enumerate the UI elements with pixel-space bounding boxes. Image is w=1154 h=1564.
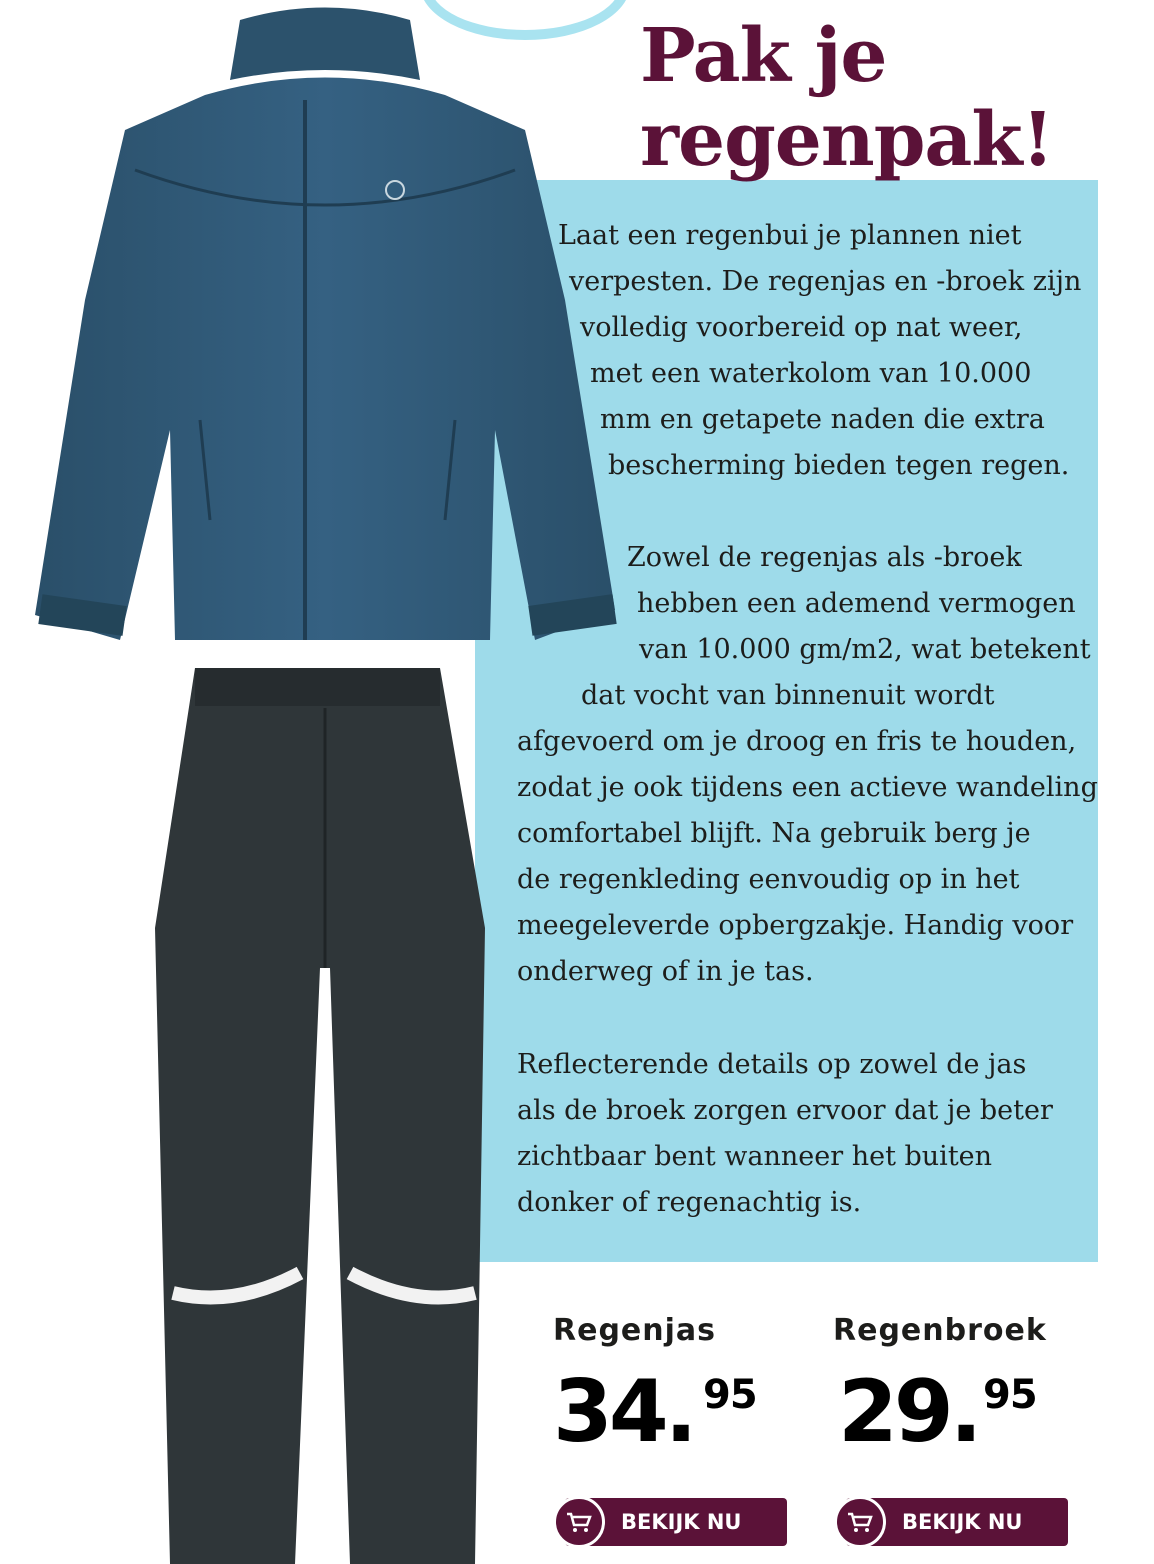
text-line: de regenkleding eenvoudig op in het [517, 864, 1020, 895]
price-dot: . [949, 1362, 983, 1462]
cart-icon [834, 1496, 886, 1548]
price-jacket [553, 1362, 783, 1472]
text-line: volledig voorbereid op nat weer, [580, 312, 1023, 343]
description-paragraph-2 [0, 535, 1098, 995]
price-cents: 95 [703, 1372, 757, 1418]
price-cents: 95 [983, 1372, 1037, 1418]
text-line: zodat je ook tijdens een actieve wandeling [517, 772, 1098, 803]
price-euros: 29 [838, 1362, 950, 1462]
text-line: bescherming bieden tegen regen. [608, 450, 1070, 481]
page-title [640, 14, 1140, 182]
text-line: met een waterkolom van 10.000 [590, 358, 1032, 389]
description-paragraph-1 [0, 213, 1081, 489]
title-line-2: regenpak! [640, 97, 1054, 183]
product-name-jacket: Regenjas [553, 1313, 717, 1348]
text-line: dat vocht van binnenuit wordt [581, 680, 995, 711]
text-line: Zowel de regenjas als -broek [627, 542, 1022, 573]
product-name-pants: Regenbroek [833, 1313, 1047, 1348]
view-jacket-button[interactable] [565, 1498, 787, 1546]
button-label: BEKIJK NU [902, 1510, 1023, 1534]
price-pants [838, 1362, 1068, 1472]
text-line: donker of regenachtig is. [517, 1187, 862, 1218]
text-line: afgevoerd om je droog en fris te houden, [517, 726, 1077, 757]
text-line: Reflecterende details op zowel de jas [517, 1049, 1027, 1080]
view-pants-button[interactable] [846, 1498, 1068, 1546]
text-line: zichtbaar bent wanneer het buiten [517, 1141, 993, 1172]
text-line: hebben een ademend vermogen [637, 588, 1076, 619]
text-line: comfortabel blijft. Na gebruik berg je [517, 818, 1031, 849]
text-line: mm en getapete naden die extra [600, 404, 1045, 435]
description-paragraph-3 [517, 1042, 1053, 1226]
text-line: verpesten. De regenjas en -broek zijn [569, 266, 1082, 297]
text-line: Laat een regenbui je plannen niet [558, 220, 1022, 251]
text-line: als de broek zorgen ervoor dat je beter [517, 1095, 1053, 1126]
text-line: onderweg of in je tas. [517, 956, 814, 987]
price-dot: . [664, 1362, 698, 1462]
text-line: meegeleverde opbergzakje. Handig voor [517, 910, 1074, 941]
price-euros: 34 [553, 1362, 665, 1462]
button-label: BEKIJK NU [621, 1510, 742, 1534]
title-line-1: Pak je [640, 13, 887, 99]
text-line: van 10.000 gm/m2, wat betekent [639, 634, 1091, 665]
cart-icon [553, 1496, 605, 1548]
